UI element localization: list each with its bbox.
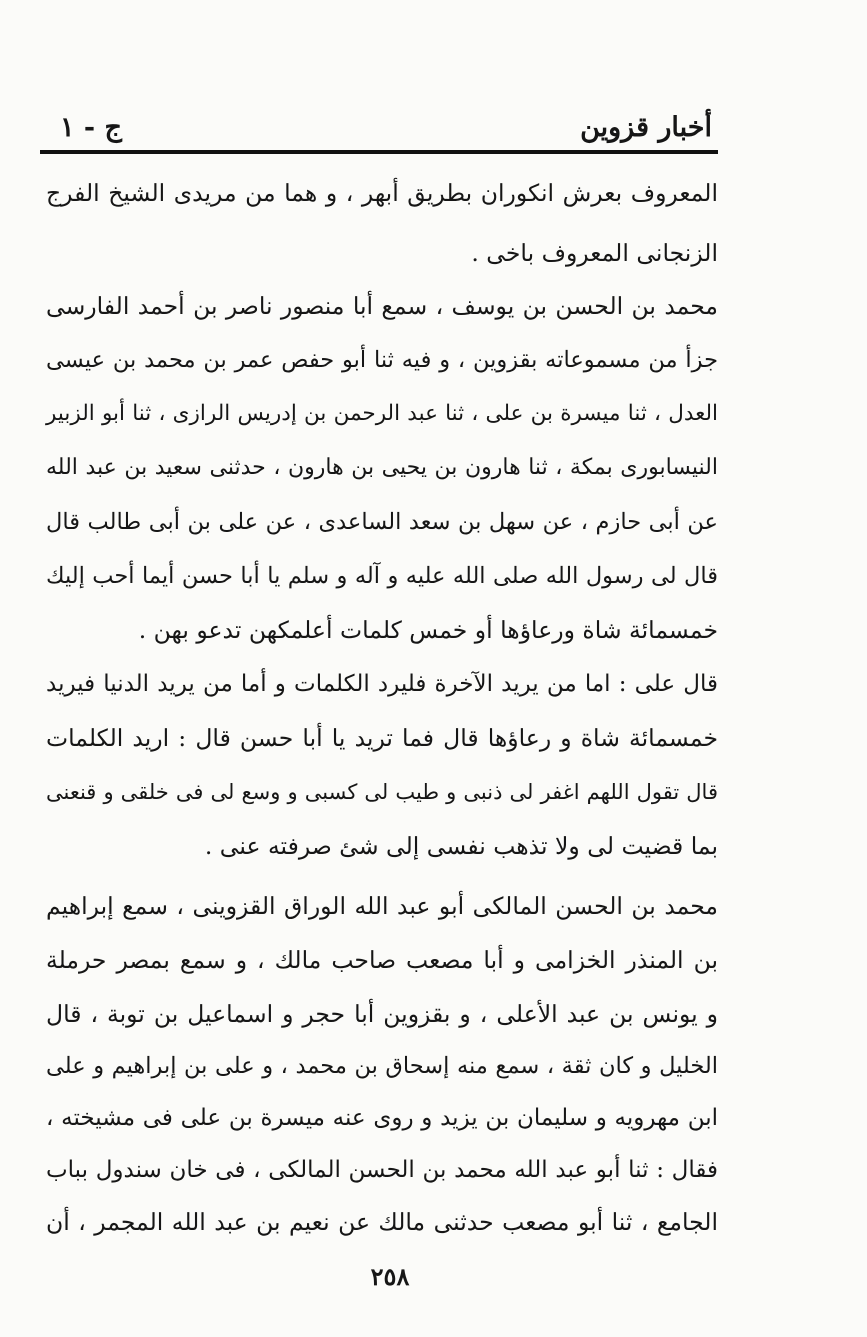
- text-line: بن المنذر الخزامى و أبا مصعب صاحب مالك ، و سمع بمصر حرملة: [46, 946, 718, 974]
- text-line: عن أبى حازم ، عن سهل بن سعد الساعدى ، عن على بن أبى طالب قال: [46, 509, 718, 535]
- text-line: خمسمائة شاة و رعاؤها قال فما تريد يا أبا حسن قال : اريد الكلمات: [46, 724, 718, 752]
- running-title: أخبار قزوين: [580, 112, 712, 143]
- text-line: المعروف بعرش انكوران بطريق أبهر ، و هما من مريدى الشيخ الفرج: [46, 179, 718, 207]
- text-line: الزنجانى المعروف باخى .: [471, 239, 718, 267]
- text-line: الجامع ، ثنا أبو مصعب حدثنى مالك عن نعيم بن عبد الله المجمر ، أن: [46, 1208, 718, 1236]
- text-line: بما قضيت لى ولا تذهب نفسى إلى شئ صرفته عنى .: [204, 832, 718, 860]
- text-line: و يونس بن عبد الأعلى ، و بقزوين أبا حجر و اسماعيل بن توبة ، قال: [46, 1000, 718, 1028]
- text-line: النيسابورى بمكة ، ثنا هارون بن يحيى بن هارون ، حدثنى سعيد بن عبد الله: [46, 455, 718, 480]
- text-line: الخليل و كان ثقة ، سمع منه إسحاق بن محمد ، و على بن إبراهيم و على: [46, 1053, 718, 1079]
- text-line: جزأ من مسموعاته بقزوين ، و فيه ثنا أبو حفص عمر بن محمد بن عيسى: [46, 347, 718, 373]
- text-line: فقال : ثنا أبو عبد الله محمد بن الحسن المالكى ، فى خان سندول بباب: [46, 1157, 718, 1183]
- running-header: [40, 108, 720, 152]
- text-line: محمد بن الحسن المالكى أبو عبد الله الوراق القزوينى ، سمع إبراهيم: [46, 892, 718, 920]
- page-number: ٢٥٨: [370, 1262, 410, 1291]
- text-line: قال لى رسول الله صلى الله عليه و آله و سلم يا أبا حسن أيما أحب إليك: [46, 563, 718, 589]
- volume-indicator: ج - ١: [60, 112, 122, 143]
- text-line: محمد بن الحسن بن يوسف ، سمع أبا منصور ناصر بن أحمد الفارسى: [46, 292, 718, 320]
- header-rule: [40, 150, 718, 154]
- text-line: قال على : اما من يريد الآخرة فليرد الكلمات و أما من يريد الدنيا فيريد: [46, 671, 718, 697]
- text-line: خمسمائة شاة ورعاؤها أو خمس كلمات أعلمكهن تدعو بهن .: [138, 616, 718, 644]
- text-line: ابن مهرويه و سليمان بن يزيد و روى عنه ميسرة بن على فى مشيخته ،: [46, 1105, 718, 1131]
- text-line: العدل ، ثنا ميسرة بن على ، ثنا عبد الرحمن بن إدريس الرازى ، ثنا أبو الزبير: [46, 401, 718, 426]
- text-line: قال تقول اللهم اغفر لى ذنبى و طيب لى كسبى و وسع لى فى خلقى و قنعنى: [46, 780, 718, 804]
